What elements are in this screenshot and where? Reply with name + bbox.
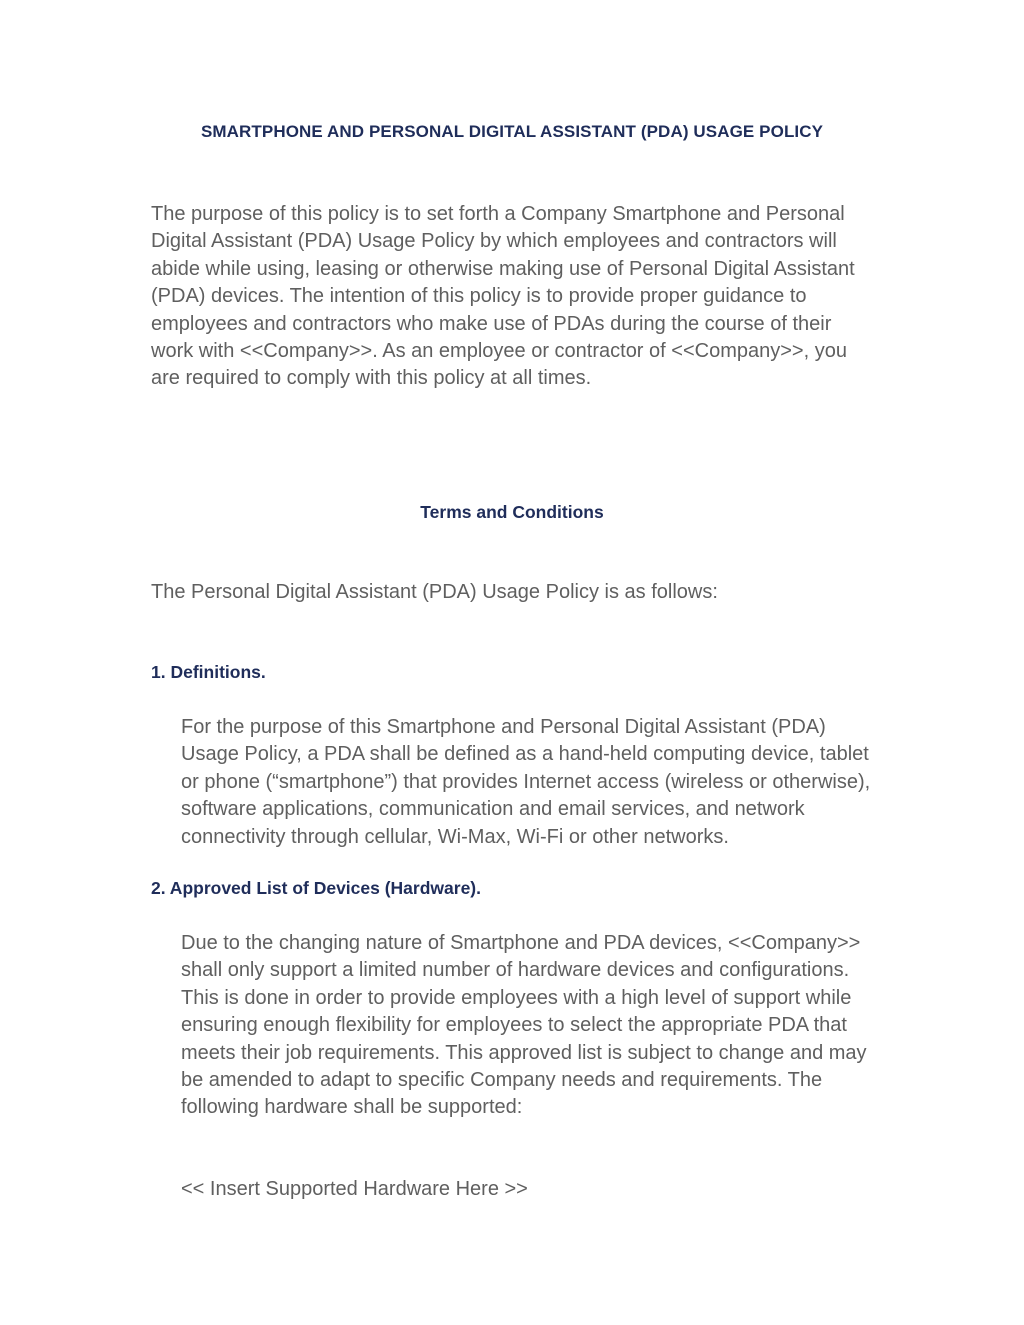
section-heading-definitions: 1. Definitions.	[151, 662, 266, 682]
purpose-paragraph: The purpose of this policy is to set forth a Company Smartphone and Personal Digital Assistant (PDA) Usage Policy by which employees and contractors will abide while using, leasing or otherwise making use of Personal Digital Assistant (PDA) devices. The intention of this policy is to provide proper guidance to employees and contractors who make use of PDAs during the course of their work with <<Company>>. As an employee or contractor of <<Company>>, you are required to comply with this policy at all times.	[151, 203, 855, 390]
hardware-placeholder: << Insert Supported Hardware Here >>	[181, 1178, 528, 1200]
section-heading-approved-devices: 2. Approved List of Devices (Hardware).	[151, 878, 481, 898]
document-title: SMARTPHONE AND PERSONAL DIGITAL ASSISTANT (PDA) USAGE POLICY	[200, 122, 824, 141]
terms-heading: Terms and Conditions	[420, 502, 604, 522]
section-body-definitions: For the purpose of this Smartphone and Personal Digital Assistant (PDA) Usage Policy, a PDA shall be defined as a hand-held computing device, tablet or phone (“smartphone”) that provides Internet access (wireless or otherwise), software applications, communication and email services, and network connectivity through cellular, Wi-Max, Wi-Fi or other networks.	[181, 716, 871, 848]
intro-paragraph: The Personal Digital Assistant (PDA) Usage Policy is as follows:	[151, 581, 718, 603]
section-body-approved-devices: Due to the changing nature of Smartphone and PDA devices, <<Company>> shall only support a limited number of hardware devices and configurations. This is done in order to provide employees with a high level of support while ensuring enough flexibility for employees to select the appropriate PDA that meets their job requirements. This approved list is subject to change and may be amended to adapt to specific Company needs and requirements. The following hardware shall be supported:	[181, 932, 867, 1119]
